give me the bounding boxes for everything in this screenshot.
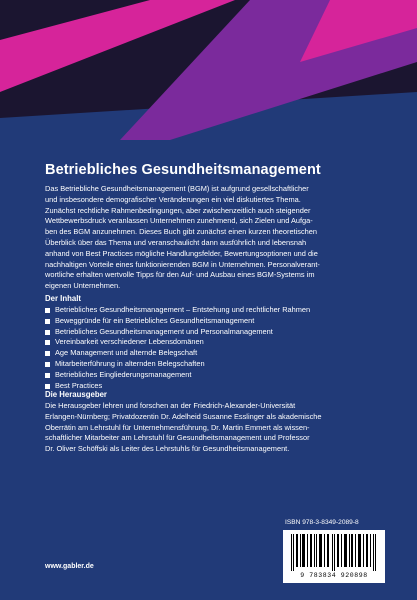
bullet-square-icon <box>45 330 50 335</box>
contents-item <box>45 370 375 381</box>
contents-item <box>45 316 375 327</box>
contents-item <box>45 348 375 359</box>
contents-heading: Der Inhalt <box>45 294 81 303</box>
description-line: Zunächst rechtliche Rahmenbedingungen, aber zwischenzeitlich auch steigender <box>45 205 311 215</box>
book-title: Betriebliches Gesundheitsmanagement <box>45 162 321 178</box>
description-line: eigenen Unternehmen. <box>45 281 121 291</box>
bullet-square-icon <box>45 362 50 367</box>
description-line: Überblick über das Thema und veranschaulicht dann ausführlich und lebensnah <box>45 237 307 247</box>
contents-item-label: Best Practices <box>55 380 103 390</box>
contents-item-label: Mitarbeiterführung in alternden Belegschaften <box>55 358 205 368</box>
contents-item-label: Betriebliches Gesundheitsmanagement und Personalmanagement <box>55 326 273 336</box>
bullet-square-icon <box>45 319 50 324</box>
contents-item-label: Beweggründe für ein Betriebliches Gesundheitsmanagement <box>55 315 255 325</box>
description-line: und insbesondere demografischer Veränderungen ein viel diskutiertes Thema. <box>45 194 301 204</box>
contents-item-label: Vereinbarkeit verschiedener Lebensdomänen <box>55 337 204 347</box>
description-line: anhand von Best Practices mögliche Handlungsfelder, Bewertungsoptionen und die <box>45 248 318 258</box>
contents-item-label: Betriebliches Gesundheitsmanagement – Entstehung und rechtlicher Rahmen <box>55 305 311 314</box>
barcode-bars <box>289 534 379 571</box>
contents-item <box>45 337 375 348</box>
description-line: Das Betriebliche Gesundheitsmanagement (BGM) ist aufgrund gesellschaftlicher <box>45 184 309 193</box>
bullet-square-icon <box>45 384 50 389</box>
editors-description <box>45 401 375 455</box>
barcode-number: 9 783834 920898 <box>300 572 368 579</box>
contents-item <box>45 327 375 338</box>
contents-list <box>45 305 375 391</box>
contents-item <box>45 305 375 316</box>
editors-line: schaftlicher Mitarbeiter am Lehrstuhl für Gesundheitsmanagement und Professor <box>45 433 310 443</box>
contents-item-label: Betriebliches Eingliederungsmanagement <box>55 369 192 379</box>
editors-line: Oberrätin am Lehrstuhl für Unternehmensführung, Dr. Martin Emmert als wissen- <box>45 422 310 432</box>
description-line: wortliche erhalten wertvolle Tipps für den Auf- und Ausbau eines BGM-Systems im <box>45 270 315 280</box>
bullet-square-icon <box>45 373 50 378</box>
description-line: Wettbewerbsdruck veranlassen Unternehmen zunehmend, sich Zielen und Aufga- <box>45 216 313 226</box>
contents-item-label: Age Management und alternde Belegschaft <box>55 348 198 358</box>
book-description <box>45 184 375 292</box>
decorative-stripes <box>0 0 417 140</box>
contents-item <box>45 359 375 370</box>
bullet-square-icon <box>45 308 50 313</box>
bullet-square-icon <box>45 340 50 345</box>
publisher-website: www.gabler.de <box>45 563 94 570</box>
bullet-square-icon <box>45 351 50 356</box>
editors-line: Erlangen-Nürnberg; Privatdozentin Dr. Adelheid Susanne Esslinger als akademische <box>45 411 322 421</box>
barcode <box>283 530 385 583</box>
description-line: nachhaltigen Vorteile eines funktionierenden BGM in Unternehmen. Personalverant- <box>45 259 320 269</box>
editors-line: Dr. Oliver Schöffski als Leiter des Lehrstuhls für Gesundheitsmanagement. <box>45 444 290 454</box>
editors-heading: Die Herausgeber <box>45 390 107 399</box>
editors-line: Die Herausgeber lehren und forschen an der Friedrich-Alexander-Universität <box>45 401 296 410</box>
isbn-label: ISBN 978-3-8349-2089-8 <box>285 519 359 526</box>
description-line: ben des BGM anzunehmen. Dieses Buch gibt zunächst einen kurzen theoretischen <box>45 227 317 237</box>
